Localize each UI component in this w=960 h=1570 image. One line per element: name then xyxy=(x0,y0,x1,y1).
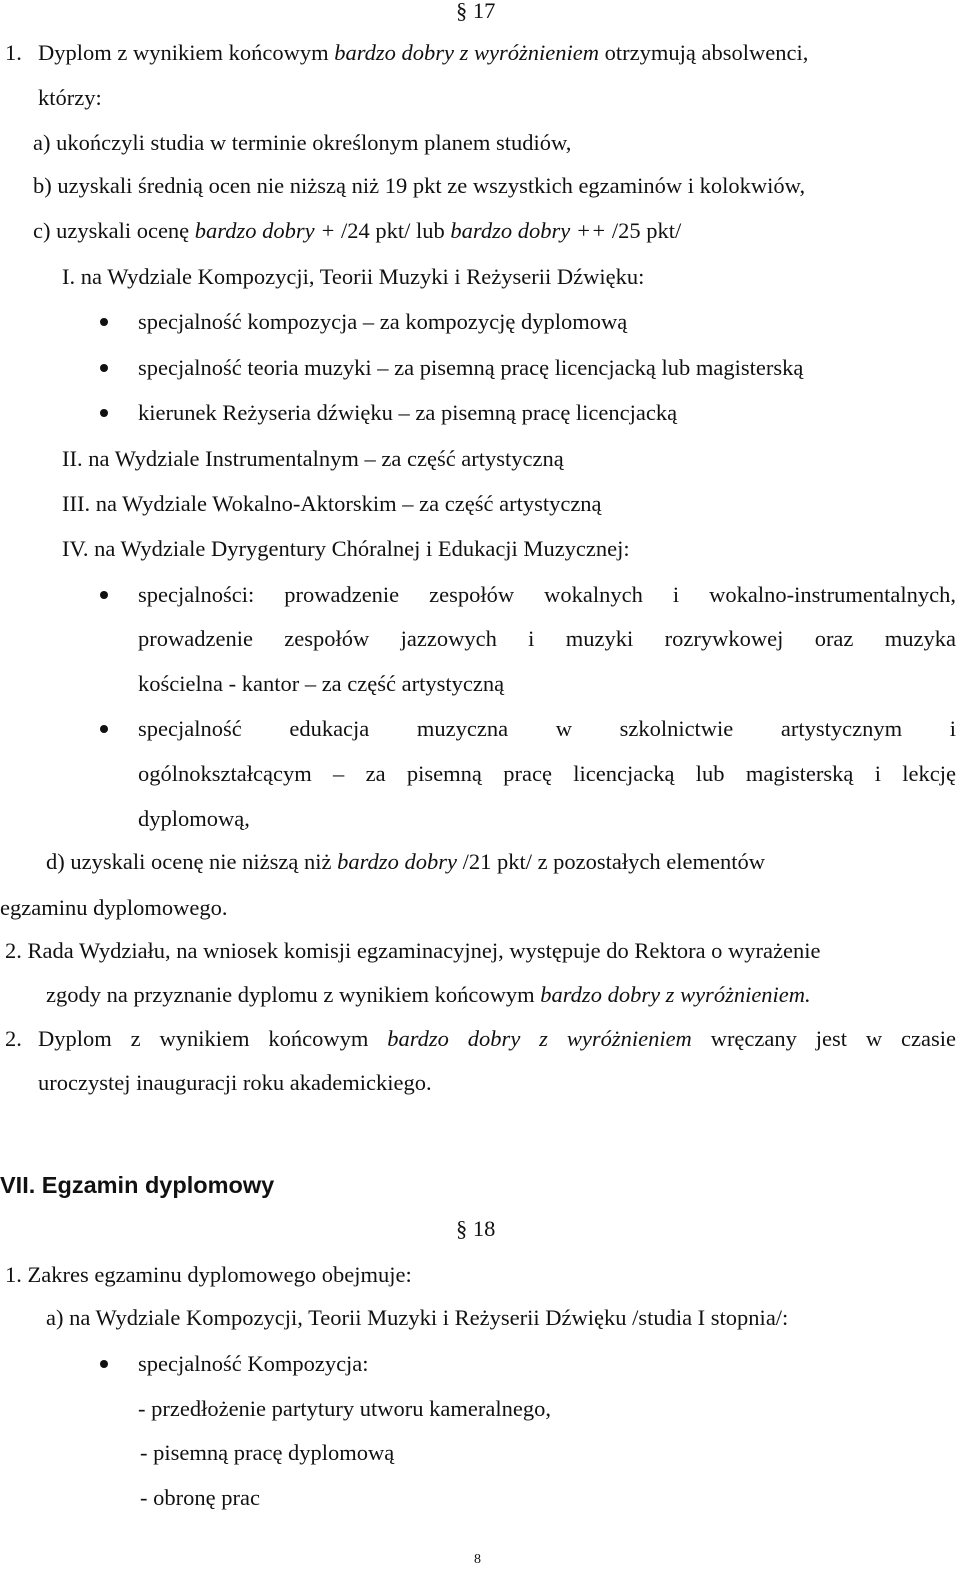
condition-c-italic-2: bardzo dobry ++ xyxy=(450,218,607,243)
bullet-icon xyxy=(100,409,108,417)
faculty-2-heading: II. na Wydziale Instrumentalnym – za część artystyczną xyxy=(62,446,564,471)
paragraph-1-text-italic: bardzo dobry z wyróżnieniem xyxy=(334,40,600,65)
paragraph-1-line2: którzy: xyxy=(38,85,102,110)
faculty-4-item-2-line-1: specjalność edukacja muzyczna w szkolnictwie artystycznym i xyxy=(138,716,956,741)
paragraph-2a-line1: 2. Rada Wydziału, na wniosek komisji egzaminacyjnej, występuje do Rektora o wyrażenie xyxy=(5,938,821,963)
condition-d-italic: bardzo dobry xyxy=(337,849,457,874)
faculty-1-item-1: specjalność kompozycja – za kompozycję dyplomową xyxy=(138,309,628,334)
page-number: 8 xyxy=(474,1552,481,1567)
condition-c-text-3: /25 pkt/ xyxy=(606,218,682,243)
condition-c-text-1: c) uzyskali ocenę xyxy=(33,218,195,243)
condition-d-line1 xyxy=(46,847,765,877)
faculty-4-item-2-line-2: ogólnokształcącym – za pisemną pracę licencjacką lub magisterską i lekcję xyxy=(138,761,956,786)
paragraph-18-dash-2: - pisemną pracę dyplomową xyxy=(140,1440,395,1465)
paragraph-2b-italic: bardzo dobry z wyróżnieniem xyxy=(387,1026,692,1051)
paragraph-1-text-c: otrzymują absolwenci, xyxy=(599,40,809,65)
paragraph-2b-line1 xyxy=(38,1024,956,1054)
paragraph-18-dash-3: - obronę prac xyxy=(140,1485,260,1510)
paragraph-18-bullet: specjalność Kompozycja: xyxy=(138,1351,369,1376)
section-symbol-17: § 17 xyxy=(456,0,496,23)
paragraph-18-dash-1: - przedłożenie partytury utworu kameralnego, xyxy=(138,1396,551,1421)
condition-c xyxy=(33,216,681,246)
faculty-3-heading: III. na Wydziale Wokalno-Aktorskim – za część artystyczną xyxy=(62,491,602,516)
section-symbol-18: § 18 xyxy=(456,1216,496,1241)
condition-a: a) ukończyli studia w terminie określonym planem studiów, xyxy=(33,130,572,155)
bullet-icon xyxy=(100,318,108,326)
paragraph-2b-number: 2. xyxy=(5,1026,22,1051)
condition-d-text-a: d) uzyskali ocenę nie niższą niż xyxy=(46,849,338,874)
section-heading: VII. Egzamin dyplomowy xyxy=(0,1172,275,1198)
paragraph-2a-text: zgody na przyznanie dyplomu z wynikiem końcowym xyxy=(46,982,541,1007)
faculty-4-item-1-line-1: specjalności: prowadzenie zespołów wokalnych i wokalno-instrumentalnych, xyxy=(138,582,956,607)
paragraph-18-item-a: a) na Wydziale Kompozycji, Teorii Muzyki i Reżyserii Dźwięku /studia I stopnia/: xyxy=(46,1305,789,1330)
faculty-1-heading: I. na Wydziale Kompozycji, Teorii Muzyki i Reżyserii Dźwięku: xyxy=(62,264,645,289)
faculty-4-item-1-line-3: kościelna - kantor – za część artystyczną xyxy=(138,671,505,696)
faculty-4-heading: IV. na Wydziale Dyrygentury Chóralnej i Edukacji Muzycznej: xyxy=(62,536,630,561)
paragraph-1-text-a: Dyplom z wynikiem końcowym xyxy=(38,40,335,65)
paragraph-2a-line2 xyxy=(46,980,811,1010)
paragraph-1-line1 xyxy=(38,38,808,68)
faculty-1-item-3: kierunek Reżyseria dźwięku – za pisemną pracę licencjacką xyxy=(138,400,678,425)
paragraph-18-line1: 1. Zakres egzaminu dyplomowego obejmuje: xyxy=(5,1262,412,1287)
condition-b: b) uzyskali średnią ocen nie niższą niż 19 pkt ze wszystkich egzaminów i kolokwiów, xyxy=(33,173,806,198)
paragraph-2a-italic: bardzo dobry z wyróżnieniem. xyxy=(540,982,811,1007)
paragraph-1-number: 1. xyxy=(5,40,22,65)
faculty-1-item-2: specjalność teoria muzyki – za pisemną pracę licencjacką lub magisterską xyxy=(138,355,804,380)
condition-c-text-2: /24 pkt/ lub xyxy=(335,218,451,243)
faculty-4-item-1-line-2: prowadzenie zespołów jazzowych i muzyki rozrywkowej oraz muzyka xyxy=(138,626,956,651)
paragraph-2b-line2: uroczystej inauguracji roku akademickiego. xyxy=(38,1070,432,1095)
bullet-icon xyxy=(100,725,108,733)
bullet-icon xyxy=(100,364,108,372)
faculty-4-item-2-line-3: dyplomową, xyxy=(138,806,250,831)
condition-d-text-c: /21 pkt/ z pozostałych elementów xyxy=(456,849,765,874)
condition-c-italic-1: bardzo dobry + xyxy=(194,218,336,243)
condition-d-line2: egzaminu dyplomowego. xyxy=(0,895,228,920)
bullet-icon xyxy=(100,1360,108,1368)
paragraph-2b-text-c: wręczany jest w czasie xyxy=(691,1026,956,1051)
bullet-icon xyxy=(100,591,108,599)
paragraph-2b-text-a: Dyplom z wynikiem końcowym xyxy=(38,1026,388,1051)
